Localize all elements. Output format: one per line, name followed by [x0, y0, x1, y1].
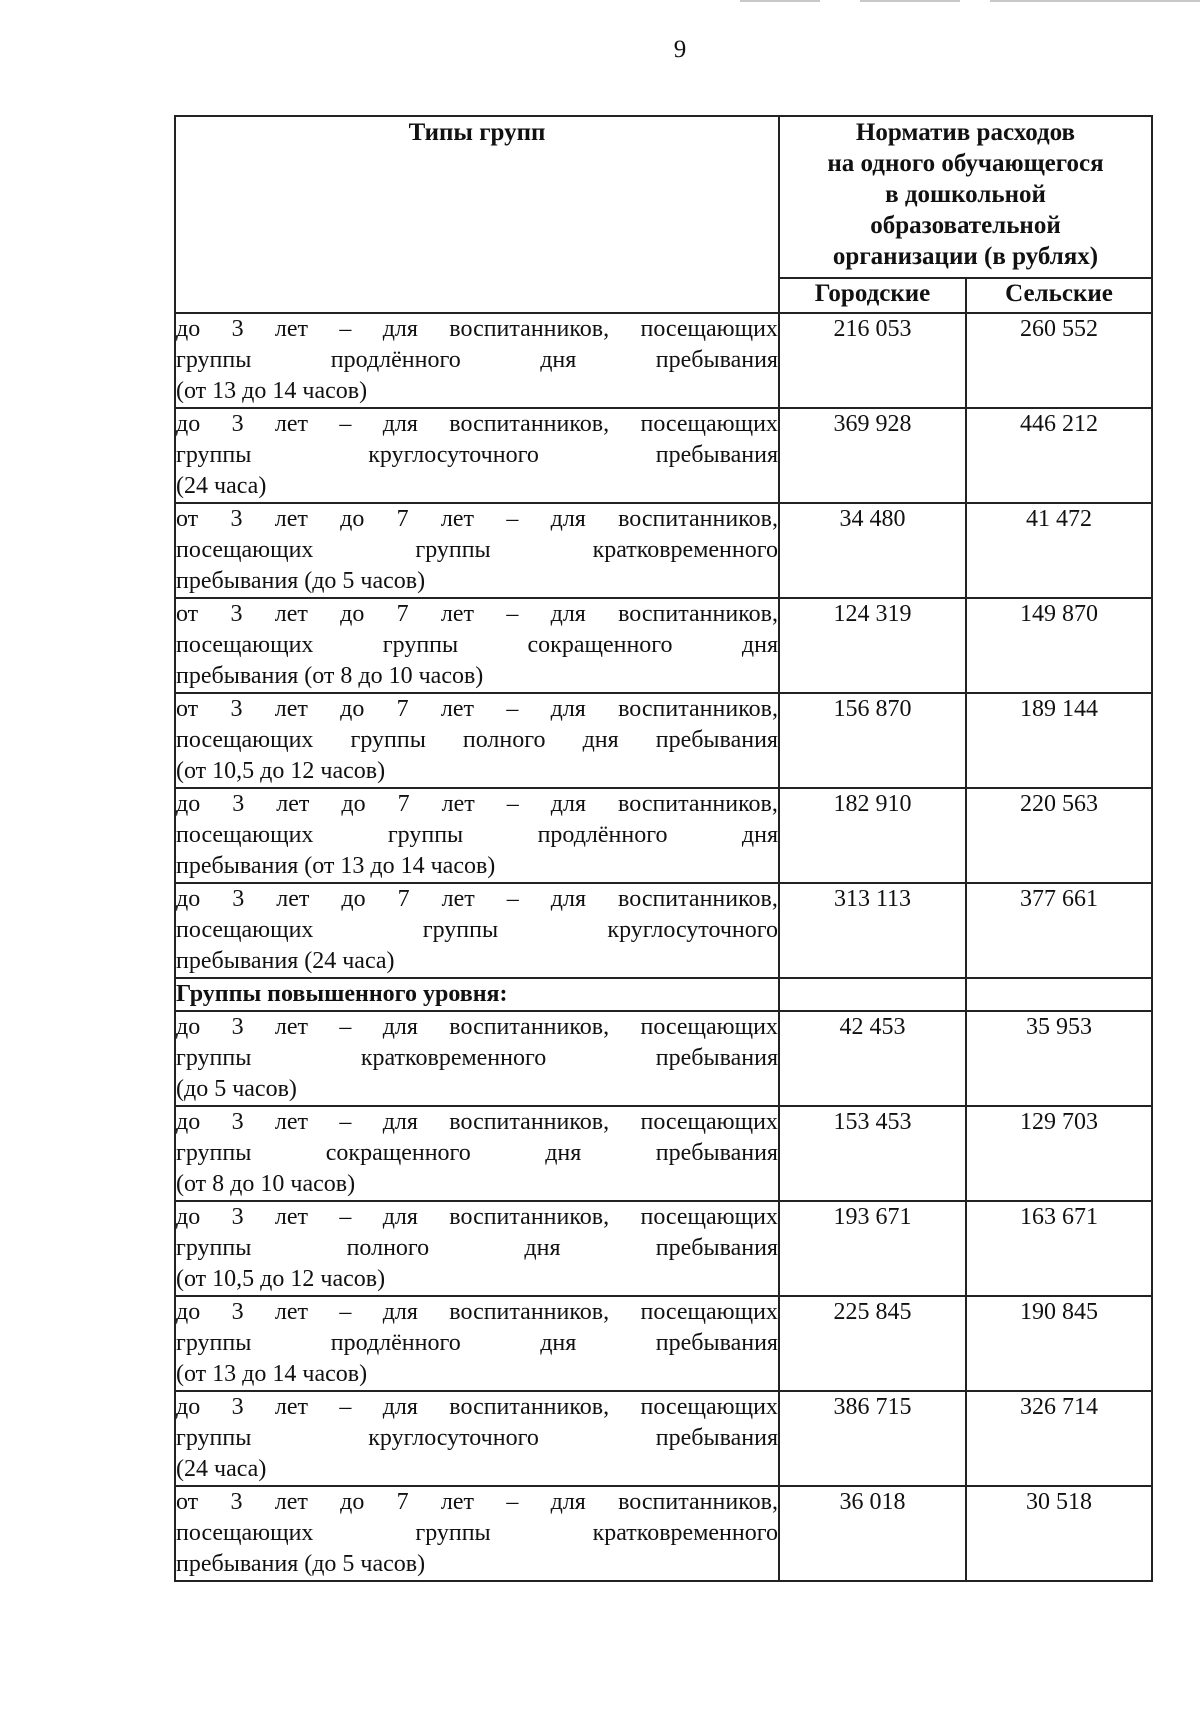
word: группы [350, 727, 426, 753]
word: пребывания (до 5 часов) [176, 568, 426, 594]
word: посещающих [176, 917, 314, 943]
urban-value: 153 453 [779, 1106, 966, 1201]
word: посещающих [176, 1520, 314, 1546]
word: посещающих [640, 1109, 778, 1135]
group-type-line [176, 1423, 778, 1454]
group-type-line [176, 1233, 778, 1264]
word: от [176, 601, 199, 627]
word: для [550, 601, 586, 627]
group-type-cell [175, 693, 779, 788]
group-type-line [176, 694, 778, 725]
group-type-line [176, 1012, 778, 1043]
word: группы [176, 442, 252, 468]
rural-value: 446 212 [966, 408, 1152, 503]
word: – [506, 791, 519, 817]
group-type-line [176, 345, 778, 376]
word: дня [741, 822, 778, 848]
group-type-cell [175, 503, 779, 598]
word: пребывания [655, 1140, 778, 1166]
group-type-cell [175, 1011, 779, 1106]
group-type-cell [175, 1391, 779, 1486]
word: сокращенного [325, 1140, 471, 1166]
word: (от 13 до 14 часов) [176, 1361, 368, 1387]
word: лет [274, 601, 308, 627]
word: лет [274, 1489, 308, 1515]
header-group-types: Типы групп [175, 116, 779, 313]
word: пребывания (от 13 до 14 часов) [176, 853, 496, 879]
word: посещающих [640, 1014, 778, 1040]
header-rural: Сельские [966, 278, 1152, 313]
group-type-line [176, 1392, 778, 1423]
word: кратковременного [592, 537, 778, 563]
rural-value: 149 870 [966, 598, 1152, 693]
rural-value: 190 845 [966, 1296, 1152, 1391]
word: дня [524, 1235, 561, 1261]
word: воспитанников, [618, 506, 778, 532]
word: лет [440, 506, 475, 532]
word: до [176, 316, 201, 342]
table-body-advanced [175, 1011, 1152, 1581]
word: лет [441, 886, 475, 912]
group-type-line [176, 1487, 778, 1518]
word: до [341, 791, 366, 817]
group-type-line [176, 1518, 778, 1549]
group-type-cell [175, 883, 779, 978]
rural-value: 326 714 [966, 1391, 1152, 1486]
word: до [176, 1109, 201, 1135]
word: 3 [231, 1204, 244, 1230]
word: 7 [397, 791, 410, 817]
word: круглосуточного [607, 917, 778, 943]
word: (24 часа) [176, 473, 267, 499]
group-type-line [176, 1074, 778, 1105]
word: пребывания [655, 347, 778, 373]
word: лет [440, 601, 475, 627]
word: до [176, 791, 201, 817]
word: группы [176, 1425, 252, 1451]
word: до [176, 411, 201, 437]
word: лет [274, 1014, 309, 1040]
word: до [176, 1014, 201, 1040]
word: 3 [230, 1489, 243, 1515]
word: – [339, 1014, 352, 1040]
word: для [550, 886, 587, 912]
table-row [175, 1391, 1152, 1486]
word: от [176, 506, 199, 532]
urban-value: 216 053 [779, 313, 966, 408]
word: – [506, 886, 519, 912]
word: – [339, 411, 352, 437]
group-type-line [176, 851, 778, 882]
cost-norm-table [174, 115, 1153, 1582]
word: 7 [396, 1489, 409, 1515]
group-type-cell [175, 598, 779, 693]
urban-value: 182 910 [779, 788, 966, 883]
word: группы [422, 917, 499, 943]
word: лет [276, 791, 310, 817]
word: лет [440, 696, 475, 722]
group-type-cell [175, 1201, 779, 1296]
word: для [382, 1014, 418, 1040]
word: – [339, 1109, 352, 1135]
word: полного [346, 1235, 430, 1261]
word: 3 [230, 506, 243, 532]
word: 7 [396, 506, 409, 532]
table-row [175, 1296, 1152, 1391]
group-type-line [176, 1264, 778, 1295]
group-type-line [176, 1202, 778, 1233]
table-header-row [175, 116, 1152, 278]
table-row [175, 883, 1152, 978]
word: дня [540, 347, 577, 373]
word: пребывания [655, 1235, 778, 1261]
urban-value: 369 928 [779, 408, 966, 503]
word: сокращенного [527, 632, 673, 658]
section-row [175, 978, 1152, 1011]
word: лет [274, 1394, 309, 1420]
word: воспитанников, [618, 1489, 778, 1515]
word: воспитанников, [449, 1014, 610, 1040]
word: для [382, 1394, 418, 1420]
rural-value: 220 563 [966, 788, 1152, 883]
urban-value: 313 113 [779, 883, 966, 978]
table-body-standard [175, 313, 1152, 978]
word: – [506, 1489, 519, 1515]
word: посещающих [640, 411, 778, 437]
group-type-cell [175, 313, 779, 408]
word: – [506, 506, 519, 532]
word: – [339, 1394, 352, 1420]
word: лет [274, 316, 309, 342]
word: до [176, 1299, 201, 1325]
table-row [175, 1486, 1152, 1581]
word: группы [415, 1520, 491, 1546]
word: 3 [231, 1109, 244, 1135]
group-type-line [176, 789, 778, 820]
word: лет [440, 1489, 475, 1515]
urban-value: 36 018 [779, 1486, 966, 1581]
word: лет [274, 411, 309, 437]
word: дня [741, 632, 778, 658]
word: группы [387, 822, 464, 848]
header-norm-line: Норматив расходов [855, 119, 1076, 146]
word: лет [274, 1109, 309, 1135]
urban-value: 193 671 [779, 1201, 966, 1296]
word: от [176, 1489, 199, 1515]
word: продлённого [330, 347, 461, 373]
word: дня [582, 727, 619, 753]
word: воспитанников, [449, 1204, 610, 1230]
word: полного [462, 727, 546, 753]
group-type-line [176, 471, 778, 502]
section-empty-cell [966, 978, 1152, 1011]
word: посещающих [640, 1299, 778, 1325]
table-section [175, 978, 1152, 1011]
group-type-line [176, 376, 778, 407]
word: до [341, 886, 366, 912]
word: пребывания [655, 1330, 778, 1356]
word: лет [441, 791, 475, 817]
word: пребывания (24 часа) [176, 948, 395, 974]
group-type-line [176, 566, 778, 597]
word: для [550, 791, 587, 817]
table-row [175, 1106, 1152, 1201]
group-type-line [176, 725, 778, 756]
group-type-line [176, 1107, 778, 1138]
word: 3 [232, 791, 245, 817]
group-type-line [176, 1328, 778, 1359]
rural-value: 35 953 [966, 1011, 1152, 1106]
word: воспитанников, [618, 696, 778, 722]
group-type-cell [175, 408, 779, 503]
group-type-line [176, 440, 778, 471]
word: кратковременного [592, 1520, 778, 1546]
word: (от 8 до 10 часов) [176, 1171, 356, 1197]
word: дня [540, 1330, 577, 1356]
word: для [550, 696, 586, 722]
group-type-line [176, 1549, 778, 1580]
word: (до 5 часов) [176, 1076, 297, 1102]
word: 3 [231, 1014, 244, 1040]
word: от [176, 696, 199, 722]
word: воспитанников, [618, 601, 778, 627]
group-type-line [176, 504, 778, 535]
group-type-line [176, 661, 778, 692]
urban-value: 42 453 [779, 1011, 966, 1106]
word: посещающих [640, 1394, 778, 1420]
word: группы [176, 1330, 252, 1356]
word: воспитанников, [449, 411, 610, 437]
rural-value: 377 661 [966, 883, 1152, 978]
word: для [382, 1109, 418, 1135]
word: воспитанников, [618, 886, 778, 912]
urban-value: 225 845 [779, 1296, 966, 1391]
word: лет [276, 886, 310, 912]
group-type-line [176, 314, 778, 345]
table-row [175, 1201, 1152, 1296]
rural-value: 163 671 [966, 1201, 1152, 1296]
group-type-line [176, 820, 778, 851]
word: (от 10,5 до 12 часов) [176, 1266, 386, 1292]
word: (от 13 до 14 часов) [176, 378, 368, 404]
header-norm-line: в дошкольной [885, 181, 1046, 208]
word: для [550, 506, 586, 532]
word: 3 [230, 696, 243, 722]
word: до [176, 1394, 201, 1420]
group-type-cell [175, 788, 779, 883]
word: группы [382, 632, 459, 658]
word: – [506, 601, 519, 627]
word: для [382, 316, 418, 342]
word: – [339, 316, 352, 342]
word: 7 [396, 601, 409, 627]
header-norm-line: образовательной [870, 212, 1061, 239]
word: для [382, 1204, 418, 1230]
word: для [382, 1299, 418, 1325]
group-type-line [176, 1359, 778, 1390]
urban-value: 386 715 [779, 1391, 966, 1486]
word: воспитанников, [449, 1109, 610, 1135]
word: (24 часа) [176, 1456, 267, 1482]
header-urban: Городские [779, 278, 966, 313]
group-type-line [176, 1454, 778, 1485]
word: 7 [397, 886, 410, 912]
word: посещающих [176, 822, 314, 848]
word: круглосуточного [368, 442, 539, 468]
word: до [340, 696, 365, 722]
word: группы [176, 1235, 252, 1261]
word: (от 10,5 до 12 часов) [176, 758, 386, 784]
word: – [339, 1204, 352, 1230]
word: лет [274, 1204, 309, 1230]
word: дня [545, 1140, 582, 1166]
word: лет [274, 506, 308, 532]
header-norm-line: на одного обучающегося [827, 150, 1104, 177]
word: пребывания [655, 727, 778, 753]
table-row [175, 503, 1152, 598]
word: пребывания [655, 442, 778, 468]
word: 3 [232, 886, 245, 912]
word: пребывания [655, 1045, 778, 1071]
word: воспитанников, [449, 1299, 610, 1325]
group-type-line [176, 915, 778, 946]
word: для [550, 1489, 586, 1515]
word: продлённого [330, 1330, 461, 1356]
word: пребывания (до 5 часов) [176, 1551, 426, 1577]
word: посещающих [176, 537, 314, 563]
group-type-line [176, 1297, 778, 1328]
word: пребывания [655, 1425, 778, 1451]
word: группы [176, 347, 252, 373]
word: – [339, 1299, 352, 1325]
word: 3 [231, 1394, 244, 1420]
word: посещающих [640, 316, 778, 342]
group-type-line [176, 535, 778, 566]
word: 3 [231, 411, 244, 437]
group-type-line [176, 946, 778, 977]
group-type-line [176, 1169, 778, 1200]
word: 3 [231, 1299, 244, 1325]
section-empty-cell [779, 978, 966, 1011]
word: пребывания (от 8 до 10 часов) [176, 663, 484, 689]
group-type-line [176, 884, 778, 915]
word: посещающих [176, 727, 314, 753]
word: до [176, 886, 201, 912]
urban-value: 34 480 [779, 503, 966, 598]
word: группы [415, 537, 491, 563]
word: продлённого [537, 822, 668, 848]
urban-value: 124 319 [779, 598, 966, 693]
word: воспитанников, [449, 1394, 610, 1420]
rural-value: 30 518 [966, 1486, 1152, 1581]
table-row [175, 788, 1152, 883]
word: лет [274, 696, 308, 722]
table-row [175, 408, 1152, 503]
scan-artifact-line [860, 0, 960, 2]
word: кратковременного [360, 1045, 547, 1071]
group-type-line [176, 1043, 778, 1074]
group-type-cell [175, 1486, 779, 1581]
word: 3 [231, 316, 244, 342]
scan-artifact-line [740, 0, 820, 2]
page-number: 9 [673, 36, 687, 63]
word: до [340, 601, 365, 627]
urban-value: 156 870 [779, 693, 966, 788]
word: 7 [396, 696, 409, 722]
word: группы [176, 1140, 252, 1166]
table-row [175, 598, 1152, 693]
word: посещающих [176, 632, 314, 658]
group-type-line [176, 599, 778, 630]
header-cost-norm [779, 116, 1152, 278]
word: круглосуточного [368, 1425, 539, 1451]
group-type-cell [175, 1106, 779, 1201]
group-type-line [176, 630, 778, 661]
word: для [382, 411, 418, 437]
word: воспитанников, [449, 316, 610, 342]
word: до [340, 1489, 365, 1515]
word: посещающих [640, 1204, 778, 1230]
word: группы [176, 1045, 252, 1071]
word: до [176, 1204, 201, 1230]
rural-value: 189 144 [966, 693, 1152, 788]
group-type-line [176, 1138, 778, 1169]
rural-value: 260 552 [966, 313, 1152, 408]
header-norm-line: организации (в рублях) [832, 243, 1099, 270]
rural-value: 129 703 [966, 1106, 1152, 1201]
word: 3 [230, 601, 243, 627]
word: воспитанников, [618, 791, 778, 817]
word: – [506, 696, 519, 722]
scan-artifact-line [990, 0, 1200, 2]
word: до [340, 506, 365, 532]
group-type-line [176, 409, 778, 440]
group-type-line [176, 756, 778, 787]
table-row [175, 693, 1152, 788]
table-row [175, 1011, 1152, 1106]
word: лет [274, 1299, 309, 1325]
rural-value: 41 472 [966, 503, 1152, 598]
section-title: Группы повышенного уровня: [175, 978, 779, 1011]
table-row [175, 313, 1152, 408]
group-type-cell [175, 1296, 779, 1391]
